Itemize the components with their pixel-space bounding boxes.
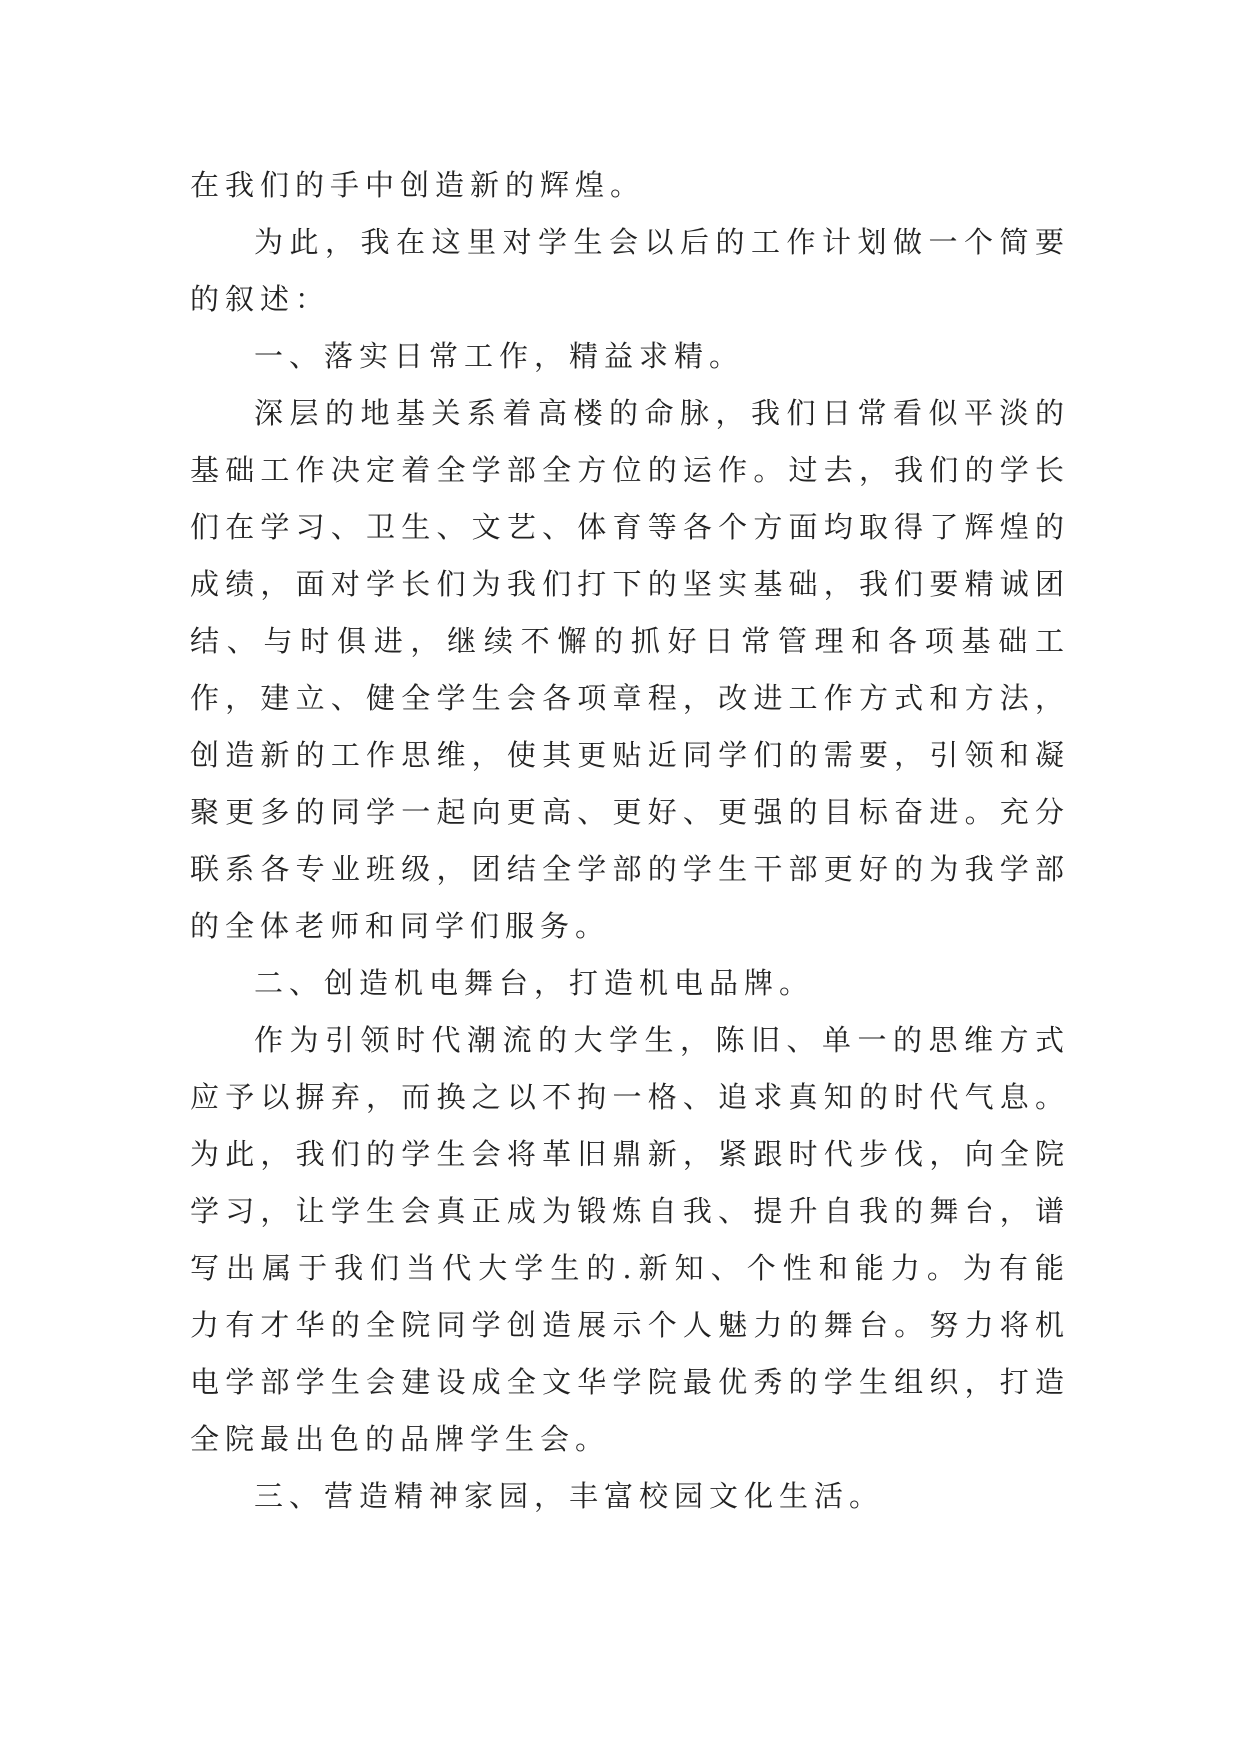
section-heading: 三、营造精神家园，丰富校园文化生活。 — [254, 1479, 885, 1513]
section-heading: 一、落实日常工作，精益求精。 — [254, 339, 745, 373]
document-body — [190, 157, 1070, 1525]
paragraph: 深层的地基关系着高楼的命脉，我们日常看似平淡的基础工作决定着全学部全方位的运作。过去，我们的学长们在学习、卫生、文艺、体育等各个方面均取得了辉煌的成绩，面对学长们为我们打下的坚实基础，我们要精诚团结、与时俱进，继续不懈的抓好日常管理和各项基础工作，建立、健全学生会各项章程，改进工作方式和方法，创造新的工作思维，使其更贴近同学们的需要，引领和凝聚更多的同学一起向更高、更好、更强的目标奋进。充分联系各专业班级，团结全学部的学生干部更好的为我学部的全体老师和同学们服务。 — [190, 396, 1070, 943]
paragraph: 作为引领时代潮流的大学生，陈旧、单一的思维方式应予以摒弃，而换之以不拘一格、追求真知的时代气息。为此，我们的学生会将革旧鼎新，紧跟时代步伐，向全院学习，让学生会真正成为锻炼自我、提升自我的舞台，谱写出属于我们当代大学生的.新知、个性和能力。为有能力有才华的全院同学创造展示个人魅力的舞台。努力将机电学部学生会建设成全文华学院最优秀的学生组织，打造全院最出色的品牌学生会。 — [190, 1023, 1070, 1456]
paragraph: 在我们的手中创造新的辉煌。 — [190, 168, 646, 202]
paragraph: 为此，我在这里对学生会以后的工作计划做一个简要的叙述： — [190, 225, 1070, 316]
section-heading: 二、创造机电舞台，打造机电品牌。 — [254, 966, 815, 1000]
